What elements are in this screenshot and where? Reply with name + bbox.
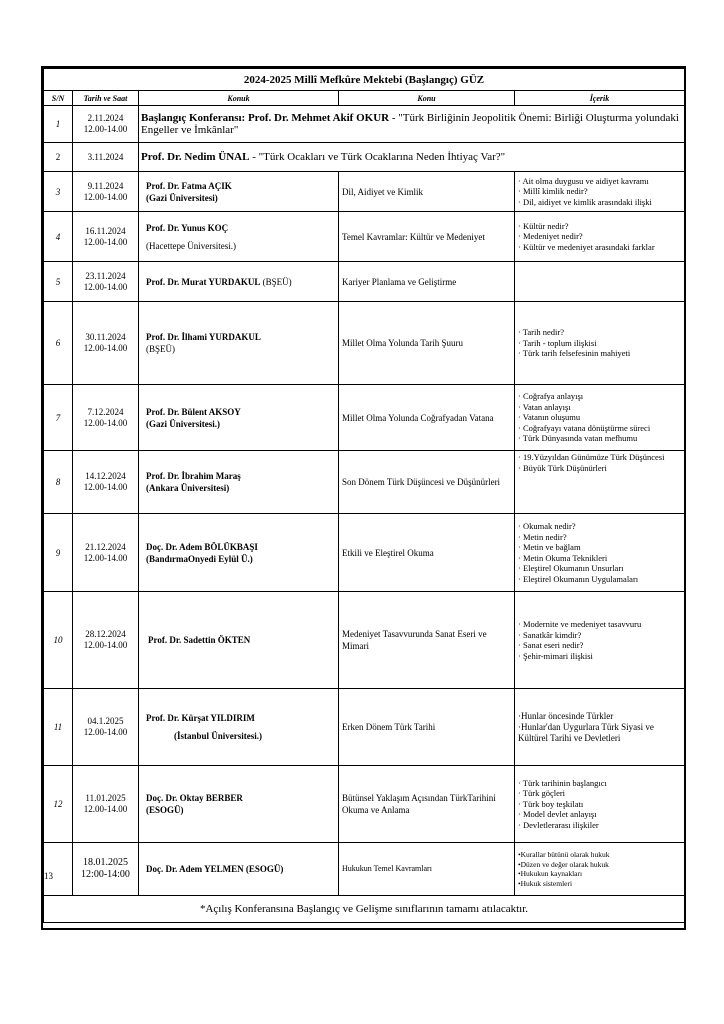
date-text: 23.11.2024 (85, 270, 126, 281)
content-item: · Tarih - toplum ilişkisi (518, 337, 597, 348)
schedule-table (43, 68, 685, 923)
content-item: · Vatan anlayışı (518, 401, 571, 412)
date-text: 18.01.2025 (83, 857, 128, 868)
time-text: 12.00-14.00 (83, 804, 128, 814)
row-number: 5 (44, 262, 73, 302)
topic-cell: Hukukun Temel Kavramları (339, 843, 515, 896)
conference-label: Başlangıç Konferansı: Prof. Dr. Mehmet Akif OKUR (141, 112, 390, 124)
date-text: 30.11.2024 (85, 332, 126, 342)
topic-cell: Millet Olma Yolunda Tarih Şuuru (339, 302, 515, 385)
date-text: 3.11.2024 (87, 151, 124, 162)
content-item: · Türk tarihinin başlangıcı (518, 777, 607, 788)
speaker-affiliation: (BŞEÜ) (146, 344, 175, 354)
table-row (44, 843, 685, 896)
speaker-affiliation: (Gazi Üniversitesi) (146, 192, 218, 203)
content-item: · Sanat eseri nedir? (518, 640, 584, 650)
table-row (44, 212, 685, 262)
date-text: 28.12.2024 (85, 629, 126, 639)
speaker-cell (139, 451, 339, 514)
row-date (73, 592, 139, 689)
topic-cell: Kariyer Planlama ve Geliştirme (339, 262, 515, 302)
row-number: 2 (44, 143, 73, 172)
row-date (73, 385, 139, 451)
row-number: 12 (44, 766, 73, 843)
content-item: · Türk Dünyasında vatan mefhumu (518, 433, 638, 444)
time-text: 12.00-14.00 (83, 552, 128, 563)
table-row (44, 172, 685, 212)
table-row (44, 766, 685, 843)
row-date (73, 106, 139, 143)
table-row (44, 689, 685, 766)
date-text: 14.12.2024 (85, 471, 126, 481)
content-item: · Model devlet anlayışı (518, 809, 597, 820)
row-number: 7 (44, 385, 73, 451)
date-text: 2.11.2024 (87, 113, 124, 123)
speaker-affiliation: (Hacettepe Üniversitesi.) (146, 240, 236, 251)
speaker-cell (139, 766, 339, 843)
content-cell (515, 451, 685, 514)
date-text: 21.12.2024 (85, 541, 126, 552)
content-item: ·Hunlar'dan Uygurlara Türk Siyasi ve Kültürel Tarihi ve Devletleri (518, 721, 654, 743)
content-item: · Kültür nedir? (518, 220, 569, 231)
content-item: · Büyük Türk Düşünürleri (518, 462, 607, 473)
topic-cell: Son Dönem Türk Düşüncesi ve Düşünürleri (339, 451, 515, 514)
content-cell (515, 514, 685, 592)
speaker-cell (139, 212, 339, 262)
speaker-name: Prof. Dr. İbrahim Maraş (146, 471, 241, 481)
speaker-cell (139, 843, 339, 896)
table-row (44, 592, 685, 689)
content-item: ·Hunlar öncesinde Türkler (518, 710, 614, 721)
row-date (73, 766, 139, 843)
content-cell (515, 766, 685, 843)
speaker-affiliation: (BandırmaOnyedi Eylül Ü.) (146, 553, 253, 564)
speaker-name: Prof. Dr. Sadettin ÖKTEN (148, 635, 251, 645)
content-item: · Tarih nedir? (518, 327, 564, 338)
content-item: •Düzen ve değer olarak hukuk (518, 859, 609, 869)
date-text: 9.11.2024 (87, 180, 124, 191)
time-text: 12.00-14.00 (83, 124, 128, 134)
row-number: 6 (44, 302, 73, 385)
table-row (44, 451, 685, 514)
table-row (44, 262, 685, 302)
conference-cell (139, 143, 685, 172)
speaker-cell (139, 302, 339, 385)
row-date (73, 451, 139, 514)
content-cell (515, 212, 685, 262)
topic-cell: Etkili ve Eleştirel Okuma (339, 514, 515, 592)
row-number: 13 (44, 843, 73, 896)
content-item: · Okumak nedir? (518, 521, 576, 531)
content-item: · Medeniyet nedir? (518, 231, 583, 242)
speaker-cell (139, 262, 339, 302)
row-date (73, 302, 139, 385)
speaker-cell (139, 385, 339, 451)
topic-cell: Medeniyet Tasavvurunda Sanat Eseri ve Mimari (339, 592, 515, 689)
content-item: · Şehir-mimari ilişkisi (518, 650, 593, 661)
topic-cell: Bütünsel Yaklaşım Açısından TürkTarihini Okuma ve Anlama (339, 766, 515, 843)
speaker-affiliation: (Gazi Üniversitesi.) (146, 418, 220, 429)
row-date (73, 843, 139, 896)
content-item: · Eleştirel Okumanın Unsurları (518, 563, 624, 573)
speaker-name: Doç. Dr. Adem BÖLÜKBAŞI (146, 541, 258, 552)
content-item: · Metin ve bağlam (518, 542, 581, 552)
table-row (44, 302, 685, 385)
row-date (73, 172, 139, 212)
header-sn: S/N (44, 91, 73, 106)
header-content: İçerik (515, 91, 685, 106)
time-text: 12.00-14.00 (83, 482, 128, 492)
topic-cell: Millet Olma Yolunda Coğrafyadan Vatana (339, 385, 515, 451)
content-item: · Eleştirel Okumanın Uygulamaları (518, 573, 639, 584)
content-item: · Coğrafyayı vatana dönüştürme süreci (518, 422, 651, 433)
date-text: 7.12.2024 (87, 406, 124, 417)
speaker-name: Prof. Dr. Murat YURDAKUL (146, 276, 261, 287)
content-item: · Coğrafya anlayışı (518, 391, 584, 402)
row-date (73, 262, 139, 302)
speaker-affiliation: (BŞEÜ) (260, 276, 292, 287)
date-text: 04.1.2025 (87, 716, 124, 726)
speaker-name: Prof. Dr. İlhami YURDAKUL (146, 332, 261, 342)
content-item: · Sanatkâr kimdir? (518, 629, 582, 640)
speaker-name: Doç. Dr. Oktay BERBER (146, 793, 243, 803)
content-item: · Kültür ve medeniyet arasındaki farklar (518, 241, 655, 252)
content-item: •Hukuk sistemleri (518, 878, 573, 888)
schedule-title: 2024-2025 Millî Mefkûre Mektebi (Başlangıç) GÜZ (44, 69, 685, 91)
speaker-name: Prof. Dr. Fatma AÇIK (146, 180, 232, 191)
content-cell (515, 302, 685, 385)
speaker-cell (139, 172, 339, 212)
row-date (73, 689, 139, 766)
speaker-affiliation: (ESOGÜ) (146, 805, 184, 815)
row-number: 9 (44, 514, 73, 592)
time-text: 12.00-14.00 (83, 191, 128, 202)
conference-title: - "Türk Birliğinin Jeopolitik Önemi: Birliği Oluşturma yolundaki Engeller ve İmkânlar" (141, 112, 679, 136)
content-item: · Dil, aidiyet ve kimlik arasındaki ilişki (518, 196, 652, 207)
time-text: 12.00-14.00 (83, 727, 128, 737)
speaker-name: Prof. Dr. Kürşat YILDIRIM (146, 713, 255, 723)
content-item: · Türk tarih felsefesinin mahiyeti (518, 348, 631, 359)
content-item: · Devletlerarası ilişkiler (518, 819, 599, 830)
row-number: 1 (44, 106, 73, 143)
content-item: · 19.Yüzyıldan Günümüze Türk Düşüncesi (518, 452, 665, 462)
speaker-name: Prof. Dr. Bülent AKSOY (146, 406, 241, 417)
time-text: 12.00-14.00 (83, 640, 128, 650)
content-cell (515, 592, 685, 689)
date-text: 16.11.2024 (85, 225, 126, 236)
content-item: · Metin Okuma Teknikleri (518, 552, 608, 563)
time-text: 12.00-14.00 (83, 281, 128, 292)
header-speaker: Konuk (139, 91, 339, 106)
time-text: 12.00-14.00 (83, 343, 128, 353)
content-item: · Modernite ve medeniyet tasavvuru (518, 619, 642, 629)
speaker-name: Prof. Dr. Yunus KOÇ (146, 222, 229, 233)
conference-title: - "Türk Ocakları ve Türk Ocaklarına Neden İhtiyaç Var?" (249, 151, 506, 163)
row-number: 11 (44, 689, 73, 766)
row-number: 8 (44, 451, 73, 514)
row-number: 3 (44, 172, 73, 212)
content-item: · Türk boy teşkilatı (518, 798, 584, 809)
speaker-cell (139, 689, 339, 766)
header-date: Tarih ve Saat (73, 91, 139, 106)
content-item: · Ait olma duygusu ve aidiyet kavramı (518, 175, 649, 186)
speaker-cell (139, 514, 339, 592)
content-item: · Metin nedir? (518, 531, 567, 542)
conference-cell (139, 106, 685, 143)
content-item: •Kurallar bütünü olarak hukuk (518, 850, 610, 859)
content-item: •Hukukun kaynakları (518, 869, 583, 878)
time-text: 12.00-14.00 (83, 417, 128, 428)
topic-cell: Dil, Aidiyet ve Kimlik (339, 172, 515, 212)
speaker-affiliation: (İstanbul Üniversitesi.) (174, 731, 263, 741)
speaker-affiliation: (Ankara Üniversitesi) (146, 483, 230, 493)
content-cell (515, 385, 685, 451)
row-number: 4 (44, 212, 73, 262)
date-text: 11.01.2025 (85, 793, 126, 803)
speaker-name: Doç. Dr. Adem YELMEN (ESOGÜ) (146, 864, 284, 874)
conference-label: Prof. Dr. Nedim ÜNAL (141, 151, 250, 163)
content-cell (515, 172, 685, 212)
header-topic: Konu (339, 91, 515, 106)
content-cell (515, 262, 685, 302)
schedule-sheet (41, 66, 686, 930)
table-row (44, 106, 685, 143)
table-row (44, 514, 685, 592)
table-row (44, 385, 685, 451)
topic-cell: Temel Kavramlar: Kültür ve Medeniyet (339, 212, 515, 262)
speaker-cell (139, 592, 339, 689)
content-cell (515, 843, 685, 896)
content-item: · Vatanın oluşumu (518, 412, 581, 423)
row-number: 10 (44, 592, 73, 689)
table-row (44, 143, 685, 172)
topic-cell: Erken Dönem Türk Tarihi (339, 689, 515, 766)
row-date (73, 514, 139, 592)
row-date (73, 143, 139, 172)
content-item: · Millî kimlik nedir? (518, 186, 588, 197)
content-item: · Türk göçleri (518, 788, 566, 799)
time-text: 12.00-14.00 (83, 236, 128, 247)
footnote: *Açılış Konferansına Başlangıç ve Gelişme sınıflarının tamamı atılacaktır. (44, 896, 685, 923)
row-date (73, 212, 139, 262)
content-cell (515, 689, 685, 766)
time-text: 12:00-14:00 (81, 869, 130, 880)
